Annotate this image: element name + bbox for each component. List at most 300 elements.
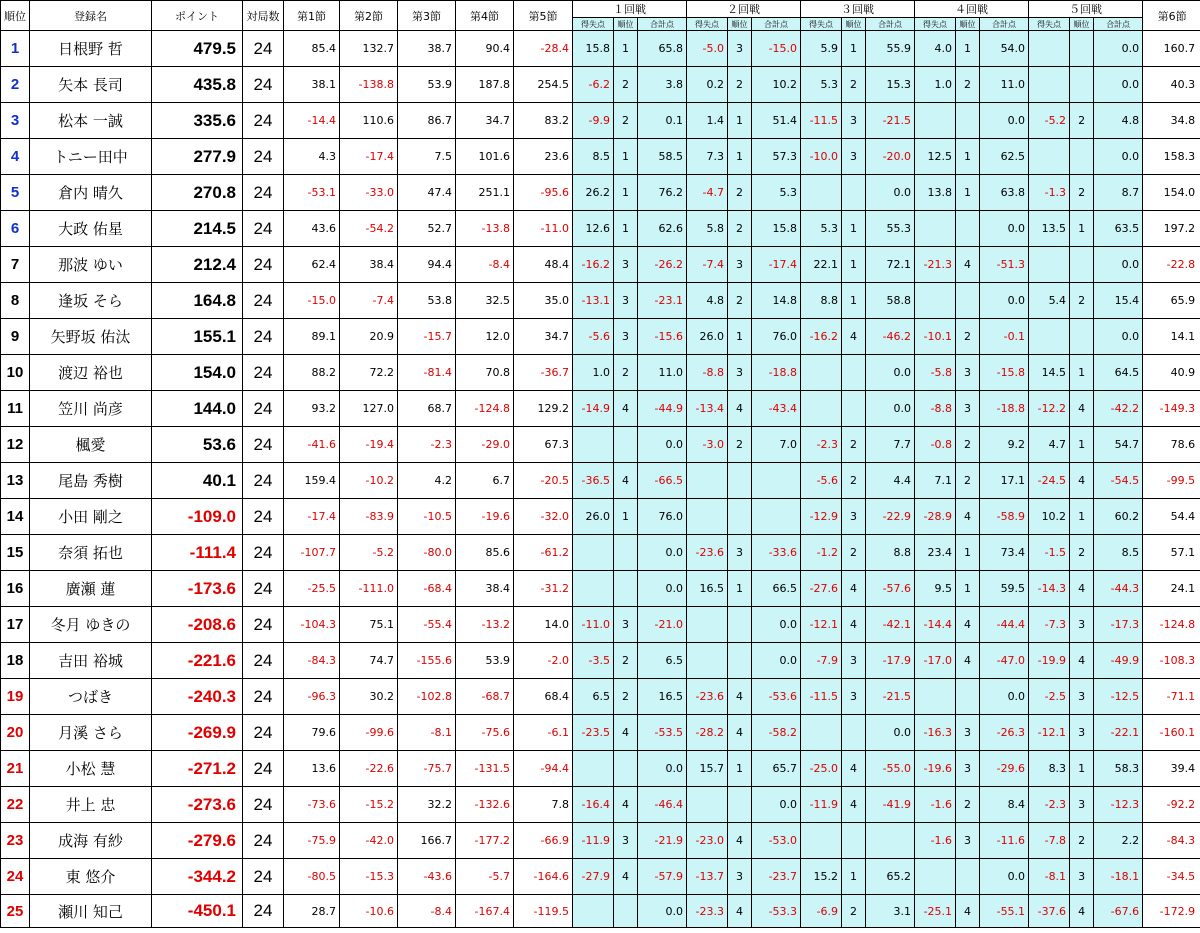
round-4-score-diff: -14.4 [915,607,956,643]
subheader-round-2-total: 合計点 [752,18,801,31]
games-played: 24 [243,463,284,499]
round-1-total: 0.0 [638,535,687,571]
round-2-score-diff: 16.5 [687,571,728,607]
round-5-total: 15.4 [1094,283,1143,319]
round-3-placement: 2 [842,535,866,571]
round-1-placement: 1 [614,139,638,175]
header-session-4: 第4節 [456,1,514,31]
round-4-placement: 3 [956,391,980,427]
round-4-total: -51.3 [980,247,1029,283]
session-2-score: -83.9 [340,499,398,535]
round-5-score-diff: 10.2 [1029,499,1070,535]
session-3-score: 68.7 [398,391,456,427]
rank-cell: 6 [1,211,30,247]
games-played: 24 [243,823,284,859]
session-2-score: 38.4 [340,247,398,283]
round-2-placement [728,787,752,823]
round-4-score-diff: 12.5 [915,139,956,175]
table-row [1,715,1200,751]
rank-cell: 7 [1,247,30,283]
session-4-score: -177.2 [456,823,514,859]
header-round-3: ３回戦 [801,1,915,18]
games-played: 24 [243,139,284,175]
round-5-score-diff: -2.5 [1029,679,1070,715]
round-5-placement: 4 [1070,643,1094,679]
session-3-score: 53.9 [398,67,456,103]
round-4-placement: 2 [956,787,980,823]
round-3-score-diff: -11.9 [801,787,842,823]
session-5-score: 14.0 [514,607,573,643]
round-2-total: -53.0 [752,823,801,859]
total-points: 335.6 [152,103,243,139]
round-3-placement: 2 [842,427,866,463]
session-5-score: -94.4 [514,751,573,787]
round-1-score-diff: 26.2 [573,175,614,211]
round-1-total: -46.4 [638,787,687,823]
round-2-total: 51.4 [752,103,801,139]
round-2-score-diff: -23.6 [687,679,728,715]
round-1-total: 76.0 [638,499,687,535]
total-points: 155.1 [152,319,243,355]
round-4-placement: 2 [956,463,980,499]
round-1-score-diff [573,751,614,787]
round-5-total: 0.0 [1094,319,1143,355]
rank-cell: 14 [1,499,30,535]
session-3-score: -75.7 [398,751,456,787]
round-3-score-diff: -6.9 [801,895,842,928]
table-row [1,823,1200,859]
games-played: 24 [243,355,284,391]
header-session-2: 第2節 [340,1,398,31]
player-name: つばき [30,679,152,715]
table-row [1,463,1200,499]
round-4-score-diff [915,103,956,139]
round-5-placement [1070,247,1094,283]
round-1-score-diff: 12.6 [573,211,614,247]
round-2-placement: 4 [728,391,752,427]
round-1-score-diff [573,427,614,463]
round-5-score-diff [1029,139,1070,175]
session-1-score: 38.1 [284,67,340,103]
round-3-total: 55.3 [866,211,915,247]
round-3-score-diff: 5.3 [801,67,842,103]
total-points: -221.6 [152,643,243,679]
round-2-total: -15.0 [752,31,801,67]
player-name: 日根野 哲 [30,31,152,67]
round-4-placement: 1 [956,535,980,571]
rank-cell: 4 [1,139,30,175]
round-5-total: -17.3 [1094,607,1143,643]
round-1-placement: 4 [614,787,638,823]
round-2-total: 76.0 [752,319,801,355]
round-4-total: 8.4 [980,787,1029,823]
round-4-total: -44.4 [980,607,1029,643]
header-name: 登録名 [30,1,152,31]
round-1-placement [614,427,638,463]
round-4-placement: 4 [956,499,980,535]
session-2-score: -111.0 [340,571,398,607]
round-5-score-diff: -12.2 [1029,391,1070,427]
round-4-placement: 1 [956,571,980,607]
session-4-score: -68.7 [456,679,514,715]
round-1-placement: 4 [614,391,638,427]
subheader-round-3-score-diff: 得失点 [801,18,842,31]
round-1-total: -66.5 [638,463,687,499]
round-4-placement: 2 [956,67,980,103]
round-3-score-diff: 5.3 [801,211,842,247]
round-5-placement: 4 [1070,895,1094,928]
round-2-placement [728,499,752,535]
table-row [1,859,1200,895]
round-5-score-diff: 4.7 [1029,427,1070,463]
round-3-placement [842,175,866,211]
round-1-placement: 1 [614,211,638,247]
round-2-placement: 1 [728,751,752,787]
round-2-total: -33.6 [752,535,801,571]
rank-cell: 24 [1,859,30,895]
round-3-placement: 4 [842,319,866,355]
round-5-score-diff [1029,31,1070,67]
session-3-score: -43.6 [398,859,456,895]
round-1-score-diff: -23.5 [573,715,614,751]
table-row [1,211,1200,247]
round-1-total: 0.1 [638,103,687,139]
round-3-score-diff: -25.0 [801,751,842,787]
games-played: 24 [243,391,284,427]
round-1-placement: 3 [614,283,638,319]
round-4-placement: 1 [956,31,980,67]
round-5-total: -18.1 [1094,859,1143,895]
round-4-placement: 4 [956,247,980,283]
session-5-score: -119.5 [514,895,573,928]
round-5-placement [1070,139,1094,175]
session-3-score: 52.7 [398,211,456,247]
session-4-score: -132.6 [456,787,514,823]
round-4-score-diff: 4.0 [915,31,956,67]
round-3-placement: 1 [842,283,866,319]
player-name: 那波 ゆい [30,247,152,283]
session-1-score: -107.7 [284,535,340,571]
round-5-placement [1070,31,1094,67]
games-played: 24 [243,607,284,643]
round-5-placement: 2 [1070,283,1094,319]
subheader-round-5-score-diff: 得失点 [1029,18,1070,31]
round-1-placement: 1 [614,31,638,67]
round-4-score-diff: -17.0 [915,643,956,679]
rank-cell: 8 [1,283,30,319]
header-session-5: 第5節 [514,1,573,31]
total-points: 479.5 [152,31,243,67]
round-1-total: -23.1 [638,283,687,319]
round-4-score-diff [915,859,956,895]
round-4-total: 63.8 [980,175,1029,211]
session-1-score: 28.7 [284,895,340,928]
session-3-score: -55.4 [398,607,456,643]
round-1-score-diff: -14.9 [573,391,614,427]
round-5-placement: 3 [1070,607,1094,643]
session-6-score: -108.3 [1143,643,1200,679]
round-2-placement: 2 [728,211,752,247]
session-1-score: -84.3 [284,643,340,679]
session-5-score: -28.4 [514,31,573,67]
round-4-total: -0.1 [980,319,1029,355]
round-2-score-diff [687,499,728,535]
round-1-score-diff: 15.8 [573,31,614,67]
session-2-score: 75.1 [340,607,398,643]
round-3-total: 58.8 [866,283,915,319]
round-1-score-diff [573,571,614,607]
round-1-placement: 2 [614,355,638,391]
round-3-score-diff: -2.3 [801,427,842,463]
table-row [1,391,1200,427]
round-2-placement: 2 [728,67,752,103]
round-1-placement: 3 [614,607,638,643]
round-1-score-diff: 1.0 [573,355,614,391]
round-1-placement [614,751,638,787]
round-3-score-diff: -16.2 [801,319,842,355]
round-4-total: 62.5 [980,139,1029,175]
subheader-round-1-total: 合計点 [638,18,687,31]
session-5-score: -32.0 [514,499,573,535]
session-2-score: -19.4 [340,427,398,463]
round-1-total: 0.0 [638,427,687,463]
header-points: ポイント [152,1,243,31]
round-4-total: 0.0 [980,103,1029,139]
round-5-score-diff: -14.3 [1029,571,1070,607]
round-4-score-diff: -1.6 [915,823,956,859]
round-2-total: 0.0 [752,787,801,823]
rank-cell: 21 [1,751,30,787]
round-1-total: -44.9 [638,391,687,427]
session-5-score: 48.4 [514,247,573,283]
round-4-score-diff: -25.1 [915,895,956,928]
session-5-score: 23.6 [514,139,573,175]
round-4-score-diff [915,679,956,715]
session-1-score: 93.2 [284,391,340,427]
session-5-score: 129.2 [514,391,573,427]
round-2-placement: 4 [728,823,752,859]
session-5-score: 83.2 [514,103,573,139]
games-played: 24 [243,571,284,607]
session-5-score: 35.0 [514,283,573,319]
round-4-placement: 3 [956,355,980,391]
round-3-score-diff [801,355,842,391]
round-5-placement: 1 [1070,499,1094,535]
session-6-score: 34.8 [1143,103,1200,139]
round-5-score-diff: -8.1 [1029,859,1070,895]
total-points: -173.6 [152,571,243,607]
round-5-score-diff: 5.4 [1029,283,1070,319]
round-1-placement: 2 [614,67,638,103]
round-3-placement: 3 [842,139,866,175]
subheader-round-4-total: 合計点 [980,18,1029,31]
session-2-score: -138.8 [340,67,398,103]
session-4-score: -13.8 [456,211,514,247]
round-4-placement [956,859,980,895]
round-4-score-diff: -21.3 [915,247,956,283]
round-3-total: -20.0 [866,139,915,175]
rank-cell: 25 [1,895,30,928]
round-2-total: 57.3 [752,139,801,175]
round-3-total: 55.9 [866,31,915,67]
session-2-score: -15.3 [340,859,398,895]
table-row [1,355,1200,391]
round-3-score-diff: -12.9 [801,499,842,535]
round-5-score-diff: -24.5 [1029,463,1070,499]
round-2-placement: 2 [728,427,752,463]
total-points: 53.6 [152,427,243,463]
round-2-score-diff: -13.4 [687,391,728,427]
round-2-score-diff: 1.4 [687,103,728,139]
header-round-2: ２回戦 [687,1,801,18]
round-4-total: 0.0 [980,859,1029,895]
round-3-placement: 1 [842,247,866,283]
table-row [1,895,1200,928]
session-4-score: 251.1 [456,175,514,211]
round-5-total: -22.1 [1094,715,1143,751]
table-header [1,1,1200,31]
round-5-total: -49.9 [1094,643,1143,679]
round-3-score-diff [801,823,842,859]
session-3-score: 4.2 [398,463,456,499]
session-4-score: -19.6 [456,499,514,535]
round-4-score-diff: 7.1 [915,463,956,499]
round-2-score-diff [687,643,728,679]
player-name: 渡辺 裕也 [30,355,152,391]
table-row [1,751,1200,787]
round-1-placement: 2 [614,103,638,139]
round-1-total: 3.8 [638,67,687,103]
round-3-placement: 4 [842,571,866,607]
round-2-score-diff: -7.4 [687,247,728,283]
session-3-score: -102.8 [398,679,456,715]
round-3-total: -57.6 [866,571,915,607]
round-3-placement [842,715,866,751]
round-2-placement: 4 [728,715,752,751]
session-4-score: -75.6 [456,715,514,751]
session-6-score: 14.1 [1143,319,1200,355]
round-5-score-diff [1029,67,1070,103]
games-played: 24 [243,103,284,139]
rank-cell: 18 [1,643,30,679]
subheader-round-2-score-diff: 得失点 [687,18,728,31]
round-1-score-diff: 8.5 [573,139,614,175]
player-name: 瀬川 知己 [30,895,152,928]
round-1-total: -26.2 [638,247,687,283]
session-1-score: 62.4 [284,247,340,283]
session-5-score: -11.0 [514,211,573,247]
round-1-total: -15.6 [638,319,687,355]
round-2-total: 66.5 [752,571,801,607]
session-1-score: -104.3 [284,607,340,643]
games-played: 24 [243,787,284,823]
session-1-score: -41.6 [284,427,340,463]
round-1-placement: 3 [614,247,638,283]
table-row [1,67,1200,103]
total-points: -450.1 [152,895,243,928]
session-1-score: 79.6 [284,715,340,751]
round-3-placement: 2 [842,67,866,103]
round-5-total: 60.2 [1094,499,1143,535]
round-4-placement: 4 [956,607,980,643]
round-2-score-diff: -13.7 [687,859,728,895]
session-6-score: -84.3 [1143,823,1200,859]
rank-cell: 10 [1,355,30,391]
session-2-score: -99.6 [340,715,398,751]
round-5-total: 4.8 [1094,103,1143,139]
round-1-placement: 3 [614,319,638,355]
round-1-score-diff: -11.9 [573,823,614,859]
player-name: 月溪 さら [30,715,152,751]
round-1-placement [614,535,638,571]
player-name: 倉内 晴久 [30,175,152,211]
table-row [1,499,1200,535]
rank-cell: 17 [1,607,30,643]
session-1-score: -75.9 [284,823,340,859]
round-4-placement: 3 [956,715,980,751]
round-3-placement: 1 [842,31,866,67]
round-2-placement: 3 [728,31,752,67]
round-5-score-diff: -37.6 [1029,895,1070,928]
player-name: 奈須 拓也 [30,535,152,571]
session-6-score: -92.2 [1143,787,1200,823]
session-6-score: -22.8 [1143,247,1200,283]
games-played: 24 [243,427,284,463]
session-2-score: 110.6 [340,103,398,139]
round-3-score-diff [801,715,842,751]
session-6-score: 158.3 [1143,139,1200,175]
round-2-total: -23.7 [752,859,801,895]
round-4-placement: 3 [956,823,980,859]
subheader-round-3-total: 合計点 [866,18,915,31]
session-4-score: 32.5 [456,283,514,319]
player-name: 成海 有紗 [30,823,152,859]
round-4-total: -26.3 [980,715,1029,751]
session-1-score: 89.1 [284,319,340,355]
round-3-placement: 4 [842,751,866,787]
round-2-score-diff [687,607,728,643]
round-2-total: 14.8 [752,283,801,319]
round-1-placement: 4 [614,859,638,895]
player-name: 大政 佑星 [30,211,152,247]
round-2-placement: 3 [728,535,752,571]
round-5-total: 63.5 [1094,211,1143,247]
round-3-score-diff: 15.2 [801,859,842,895]
rank-cell: 23 [1,823,30,859]
round-2-placement: 1 [728,571,752,607]
round-5-placement [1070,67,1094,103]
table-row [1,247,1200,283]
round-5-placement: 3 [1070,859,1094,895]
round-5-total: 8.5 [1094,535,1143,571]
round-5-score-diff: -19.9 [1029,643,1070,679]
round-2-score-diff: 15.7 [687,751,728,787]
session-3-score: -10.5 [398,499,456,535]
round-3-total: -21.5 [866,679,915,715]
header-session-3: 第3節 [398,1,456,31]
session-3-score: 94.4 [398,247,456,283]
round-2-total: -17.4 [752,247,801,283]
round-4-placement: 2 [956,319,980,355]
round-4-total: 17.1 [980,463,1029,499]
round-3-score-diff: -12.1 [801,607,842,643]
round-2-total: 0.0 [752,643,801,679]
table-row [1,283,1200,319]
player-name: 廣瀬 蓮 [30,571,152,607]
round-2-placement: 1 [728,103,752,139]
session-4-score: 101.6 [456,139,514,175]
player-name: 楓愛 [30,427,152,463]
